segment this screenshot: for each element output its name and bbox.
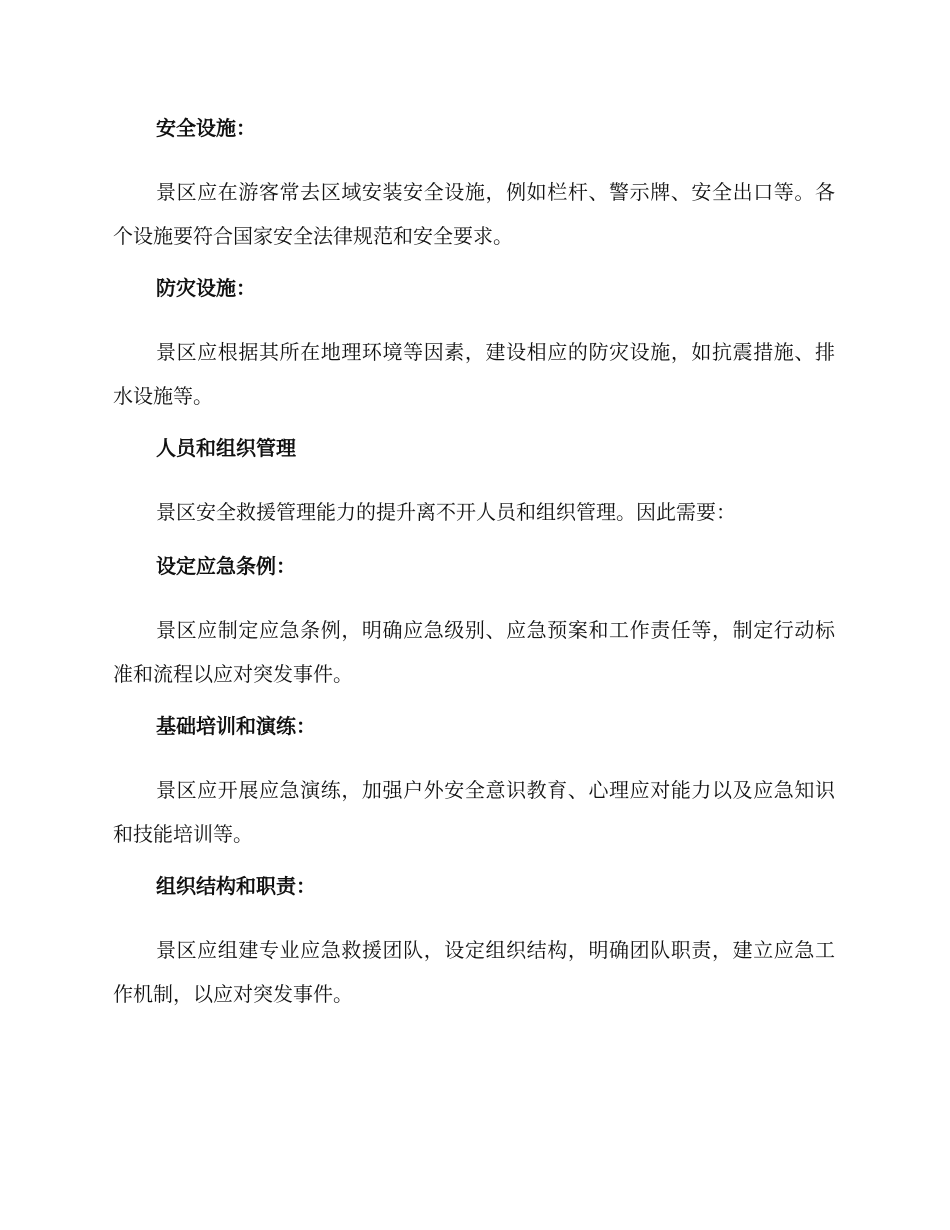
section-training-drills [113, 710, 835, 856]
section-heading: 人员和组织管理 [156, 436, 296, 460]
section-emergency-regulations [113, 550, 835, 696]
document-content [113, 112, 835, 1030]
section-paragraph: 景区应在游客常去区域安装安全设施，例如栏杆、警示牌、安全出口等。各个设施要符合国家安全法律规范和安全要求。 [113, 180, 835, 248]
section-heading: 组织结构和职责： [156, 874, 316, 898]
section-paragraph: 景区安全救援管理能力的提升离不开人员和组织管理。因此需要： [156, 500, 736, 524]
section-paragraph: 景区应制定应急条例，明确应急级别、应急预案和工作责任等，制定行动标准和流程以应对突发事件。 [113, 618, 835, 686]
section-safety-facilities [113, 112, 835, 258]
section-disaster-prevention [113, 272, 835, 418]
section-heading: 设定应急条例： [156, 554, 296, 578]
section-paragraph: 景区应组建专业应急救援团队，设定组织结构，明确团队职责，建立应急工作机制，以应对突发事件。 [113, 938, 835, 1006]
section-organization-duties [113, 870, 835, 1016]
section-heading: 防灾设施： [156, 276, 256, 300]
section-paragraph: 景区应根据其所在地理环境等因素，建设相应的防灾设施，如抗震措施、排水设施等。 [113, 340, 835, 408]
section-heading: 基础培训和演练： [156, 714, 316, 738]
section-personnel-management [113, 432, 835, 534]
section-paragraph: 景区应开展应急演练，加强户外安全意识教育、心理应对能力以及应急知识和技能培训等。 [113, 778, 835, 846]
section-heading: 安全设施： [156, 116, 256, 140]
